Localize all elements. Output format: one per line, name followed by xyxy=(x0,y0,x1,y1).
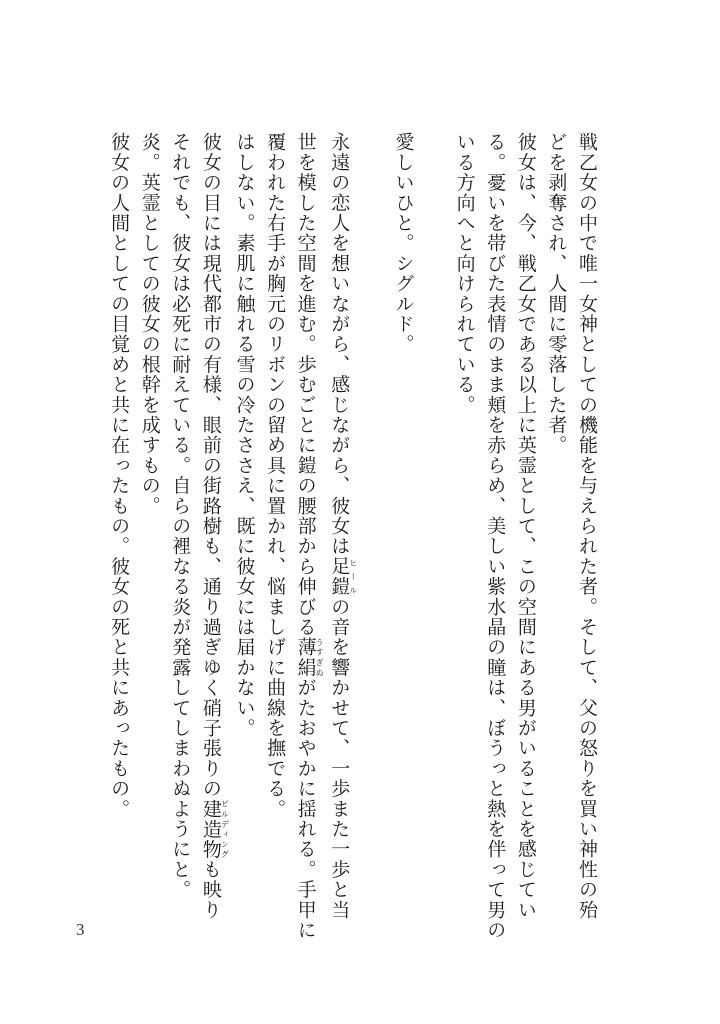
text-line xyxy=(290,132,325,941)
text-line: いる方向へと向けられている。 xyxy=(453,132,476,415)
text-segment: の音を響かせて、一歩また一歩と当 xyxy=(328,596,351,920)
text-line: それでも、彼女は必死に耐えている。自らの裡なる炎が発露してしまわぬようにと。 xyxy=(169,132,192,900)
ruby-heel: 足鎧ヒール xyxy=(328,556,358,597)
blank-line xyxy=(357,132,388,912)
text-segment: 世を模した空間を進む。歩むごとに鎧の腰部から伸びる xyxy=(294,132,317,637)
text-line: 戦乙女の中で唯一女神としての機能を与えられた者。そして、父の怒りを買い神性の殆 xyxy=(576,132,598,920)
ruby-usuginu: 薄絹うすぎぬ xyxy=(294,637,325,678)
text-segment: も映り xyxy=(199,859,222,920)
text-line xyxy=(195,132,230,920)
text-line: 彼女は、今、戦乙女である以上に英霊として、この空間にある男がいることを感じてい xyxy=(514,132,537,920)
text-line: どを剥奪され、人間に零落した者。 xyxy=(545,132,568,456)
text-segment: 永遠の恋人を想いながら、感じながら、彼女は xyxy=(328,132,351,557)
text-line: はしない。素肌に触れる雪の冷たささえ、既に彼女には届かない。 xyxy=(233,132,256,738)
text-line: 炎。英霊としての彼女の根幹を成すもの。 xyxy=(138,132,161,516)
text-line: 彼女の人間としての目覚めと共に在ったもの。彼女の死と共にあったもの。 xyxy=(108,132,131,819)
text-line: 覆われた右手が胸元のリボンの留め具に置かれ、悩ましげに曲線を撫でる。 xyxy=(264,132,287,819)
text-line: 愛しいひと。シグルド。 xyxy=(392,132,415,355)
text-segment: 彼女の目には現代都市の有様、眼前の街路樹も、通り過ぎゆく硝子張りの xyxy=(199,132,222,799)
blank-line xyxy=(418,132,449,912)
page-number: 3 xyxy=(76,920,85,939)
text-line xyxy=(324,132,358,920)
text-line: る。憂いを帯びた表情のまま頬を赤らめ、美しい紫水晶の瞳は、ぼうっと熱を伴って男の xyxy=(484,132,507,940)
vertical-text-block xyxy=(104,132,603,941)
text-segment: がたおやかに揺れる。手甲に xyxy=(294,677,317,941)
ruby-building: 建造物ビルディング xyxy=(199,798,230,860)
